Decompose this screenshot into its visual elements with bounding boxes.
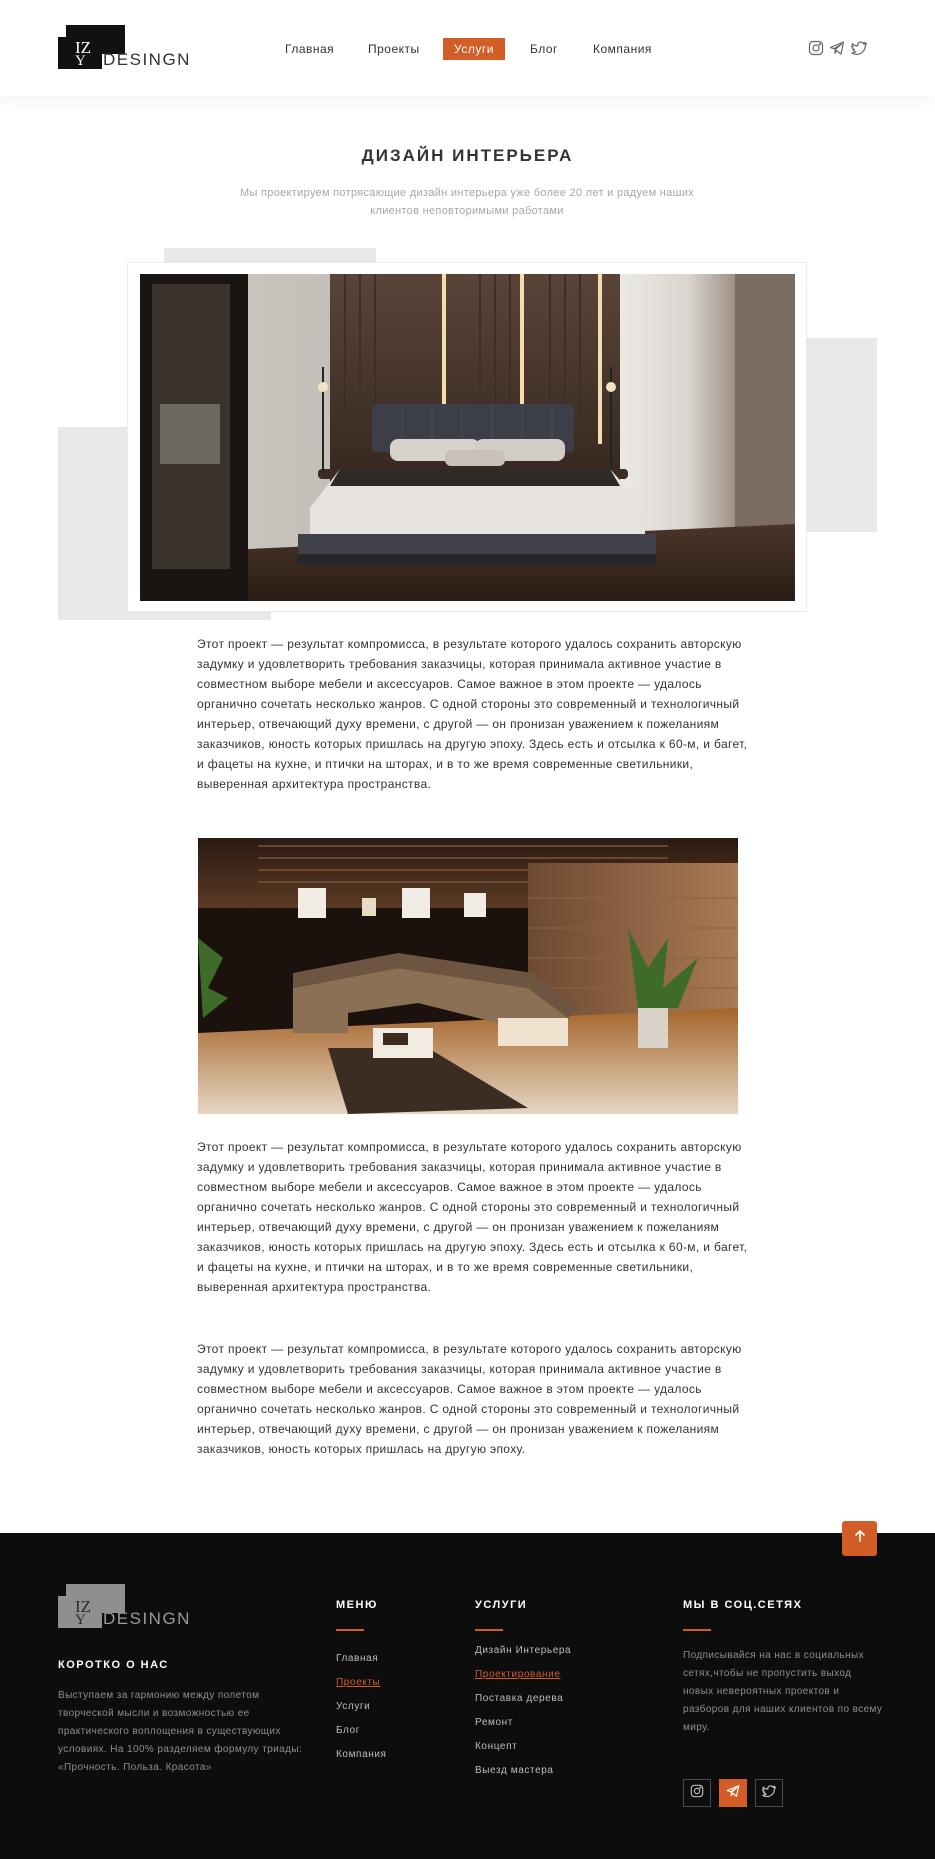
twitter-icon xyxy=(762,1784,776,1803)
logo-wordmark: DESINGN xyxy=(103,1609,191,1628)
footer-twitter-button[interactable] xyxy=(755,1779,783,1807)
footer-menu-projects[interactable]: Проекты xyxy=(336,1677,381,1688)
instagram-icon[interactable] xyxy=(808,40,824,56)
nav-item-projects[interactable]: Проекты xyxy=(368,42,420,56)
footer-service-engineering[interactable]: Проектирование xyxy=(475,1669,561,1680)
footer-about-heading: КОРОТКО О НАС xyxy=(58,1659,169,1671)
footer-service-interior-design[interactable]: Дизайн Интерьера xyxy=(475,1645,572,1656)
nav-item-company[interactable]: Компания xyxy=(593,42,652,56)
footer-service-concept[interactable]: Концепт xyxy=(475,1741,518,1752)
project-description: Этот проект — результат компромисса, в результате которого удалось сохранить авторскую задумку и удовлетворить требования заказчицы, которая принимала активное участие в совместном выборе мебели и аксессуаров. Самое важное в этом проекте — удалось органично сочетать несколько жанров. С одной стороны это современный и технологичный интерьер, отвечающий духу времени, с другой — он пронизан уважением к пожеланиям заказчиков, юность которых пришлась на другую эпоху. Здесь есть и отсылка к 60-м, и багет, и фацеты на кухне, и птички на шторах, и в то же время современные светильники, выверенная архитектура пространства. xyxy=(197,637,748,791)
nav-item-services[interactable]: Услуги xyxy=(443,38,505,60)
logo-letters-top: IZ xyxy=(75,1597,92,1616)
footer-service-wood-supply[interactable]: Поставка дерева xyxy=(475,1693,564,1704)
scroll-to-top-button[interactable] xyxy=(842,1521,877,1556)
nav-item-home[interactable]: Главная xyxy=(285,42,335,56)
logo[interactable] xyxy=(58,25,191,73)
site-header xyxy=(0,0,935,96)
logo-letters-bottom: Y xyxy=(75,53,86,69)
footer-menu-home[interactable]: Главная xyxy=(336,1653,379,1664)
footer-logo[interactable] xyxy=(58,1584,191,1632)
logo-wordmark: DESINGN xyxy=(103,50,191,69)
footer-social-heading: МЫ В СОЦ.СЕТЯХ xyxy=(683,1599,803,1611)
footer-menu-services[interactable]: Услуги xyxy=(336,1701,371,1712)
footer-social-text: Подписывайся на нас в социальных сетях,чтобы не пропустить выход новых невероятных проектов и разборов для наших клиентов по всему миру. xyxy=(683,1650,883,1733)
footer-menu-blog[interactable]: Блог xyxy=(336,1725,361,1736)
project-description: Этот проект — результат компромисса, в результате которого удалось сохранить авторскую задумку и удовлетворить требования заказчицы, которая принимала активное участие в совместном выборе мебели и аксессуаров. Самое важное в этом проекте — удалось органично сочетать несколько жанров. С одной стороны это современный и технологичный интерьер, отвечающий духу времени, с другой — он пронизан уважением к пожеланиям заказчиков, юность которых пришлась на другую эпоху. xyxy=(197,1342,742,1456)
telegram-icon[interactable] xyxy=(829,40,845,56)
footer-service-repair[interactable]: Ремонт xyxy=(475,1717,513,1728)
page-subtitle: Мы проектируем потрясающие дизайн интерьера уже более 20 лет и радуем наших клиентов неповторимыми работами xyxy=(240,187,694,217)
footer-about-text: Выступаем за гармонию между полетом творческой мысли и возможностью ее практического воплощения в существующих условиях. На 100% разделяем формулу триады: «Прочность. Польза. Красота» xyxy=(58,1690,303,1773)
footer-instagram-button[interactable] xyxy=(683,1779,711,1807)
project-description: Этот проект — результат компромисса, в результате которого удалось сохранить авторскую задумку и удовлетворить требования заказчицы, которая принимала активное участие в совместном выборе мебели и аксессуаров. Самое важное в этом проекте — удалось органично сочетать несколько жанров. С одной стороны это современный и технологичный интерьер, отвечающий духу времени, с другой — он пронизан уважением к пожеланиям заказчиков, юность которых пришлась на другую эпоху. Здесь есть и отсылка к 60-м, и багет, и фацеты на кухне, и птички на шторах, и в то же время современные светильники, выверенная архитектура пространства. xyxy=(197,1140,748,1294)
logo-letters-top: IZ xyxy=(75,38,92,57)
footer-telegram-button[interactable] xyxy=(719,1779,747,1807)
page-title: ДИЗАЙН ИНТЕРЬЕРА xyxy=(361,146,574,165)
arrow-up-icon xyxy=(853,1529,867,1548)
nav-item-blog[interactable]: Блог xyxy=(530,42,558,56)
footer-menu-company[interactable]: Компания xyxy=(336,1749,387,1760)
footer-service-master-visit[interactable]: Выезд мастера xyxy=(475,1765,554,1776)
telegram-icon xyxy=(726,1784,740,1803)
twitter-icon[interactable] xyxy=(851,40,867,56)
heading-underline xyxy=(336,1629,364,1631)
footer-services-heading: УСЛУГИ xyxy=(475,1599,528,1611)
instagram-icon xyxy=(690,1784,704,1803)
footer-menu-heading: МЕНЮ xyxy=(336,1599,378,1611)
heading-underline xyxy=(683,1629,711,1631)
heading-underline xyxy=(475,1629,503,1631)
logo-letters-bottom: Y xyxy=(75,1612,86,1628)
living-room-photo xyxy=(198,838,738,1114)
bedroom-photo xyxy=(140,274,795,601)
